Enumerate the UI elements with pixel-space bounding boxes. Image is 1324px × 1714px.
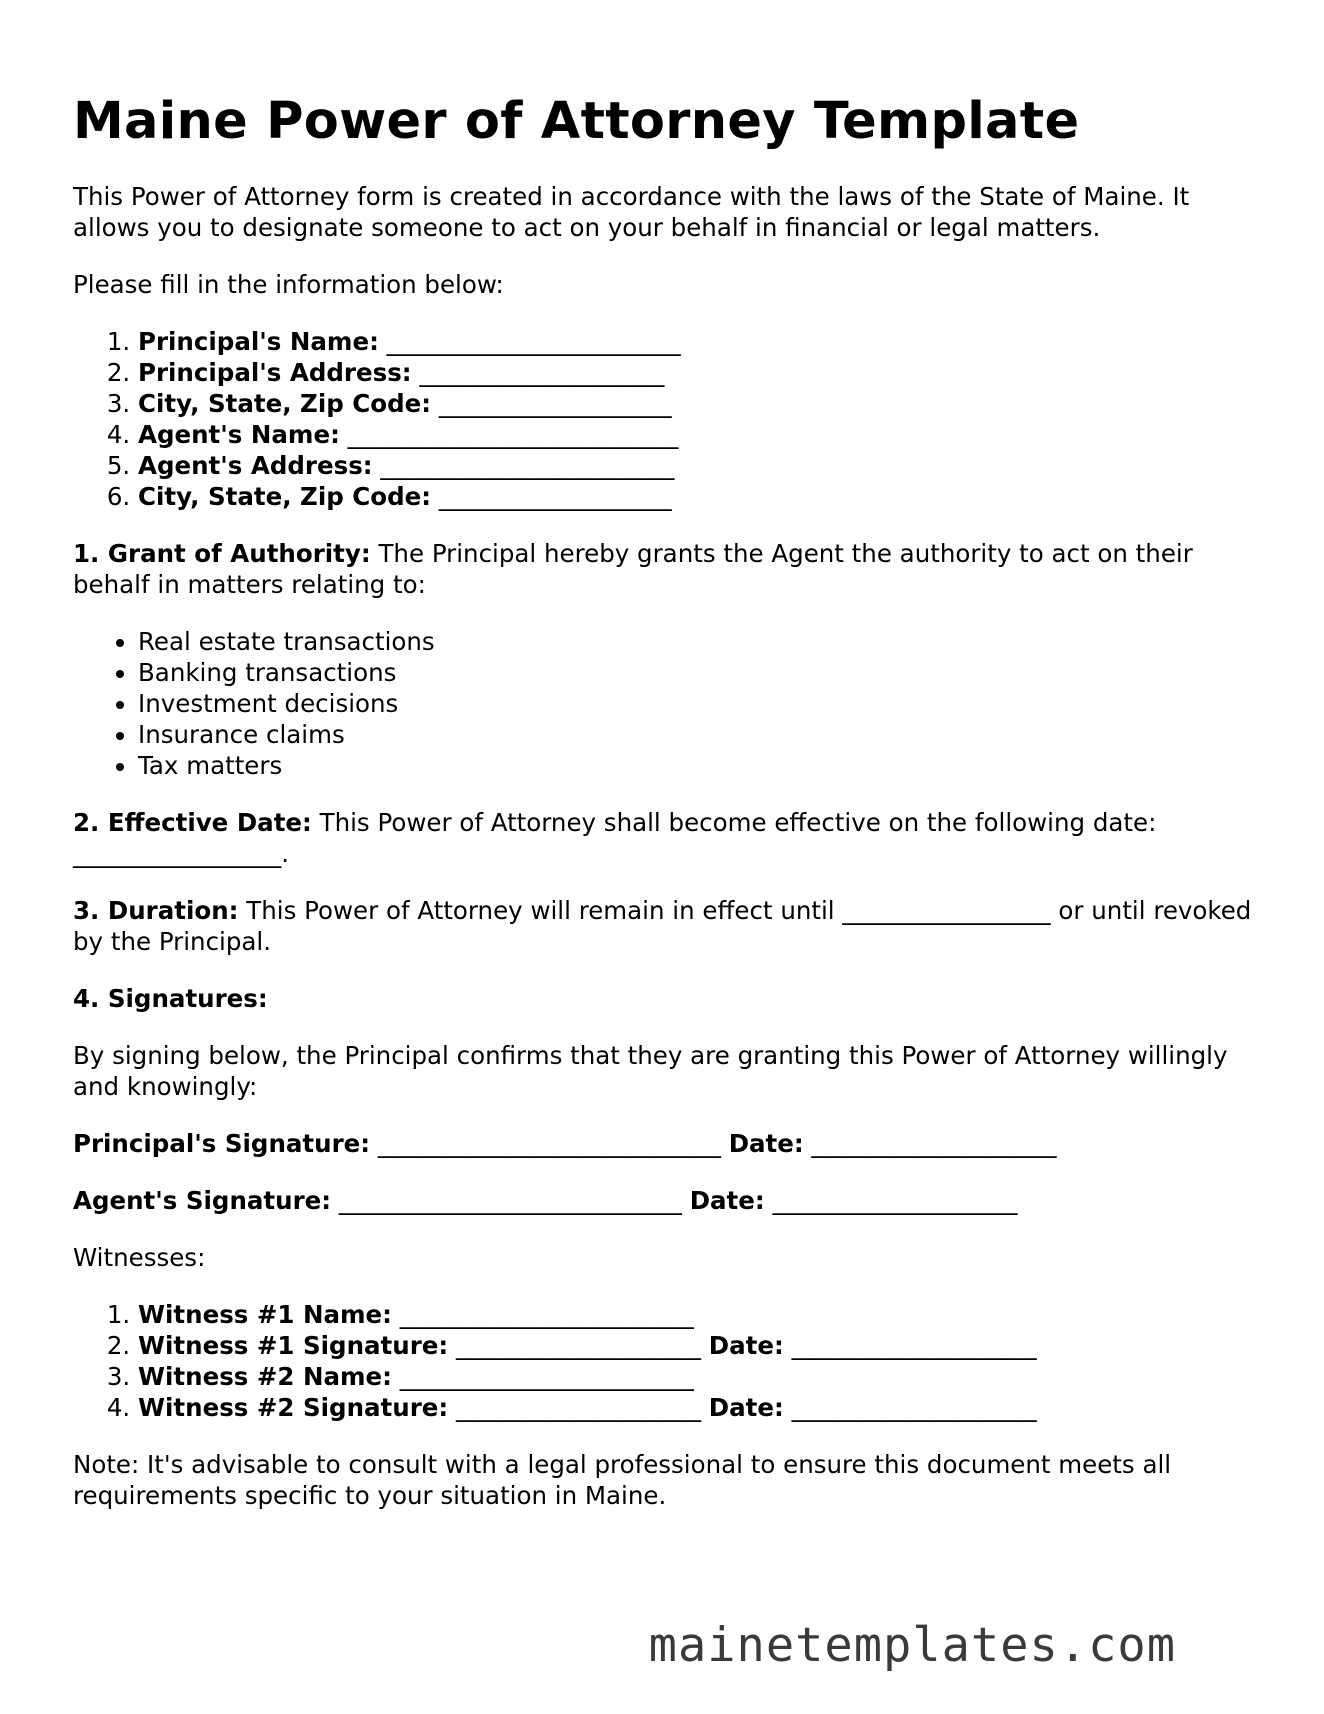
section-heading: 2. Effective Date: [73,808,312,837]
agent-signature-line [73,1185,1253,1216]
witnesses-list [73,1299,1253,1423]
signatures-statement: By signing below, the Principal confirms that they are granting this Power of Attorney willingly and knowingly: [73,1041,1228,1101]
field-blank: ___________________ [438,389,672,418]
field-label: City, State, Zip Code: [138,482,432,511]
date-label: Date: [689,1186,765,1215]
list-item: • Insurance claims [138,719,1253,750]
field-agent-address [138,450,1253,481]
date-blank: ____________________ [772,1186,1018,1215]
field-label: Principal's Address: [138,358,412,387]
field-blank: ____________________ [419,358,665,387]
witness-2-name [138,1361,1253,1392]
date-blank: ____________________ [791,1331,1037,1360]
field-agent-city-state-zip [138,481,1253,512]
fill-prompt: Please fill in the information below: [73,270,504,299]
field-blank: ________________________ [380,451,675,480]
document-content [73,92,1253,1537]
section-text: This Power of Attorney shall become effective on the following date: _________________. [73,808,1157,868]
section-heading: 1. Grant of Authority: [73,539,371,568]
field-label: Witness #1 Name: [138,1300,392,1329]
witness-2-signature [138,1392,1253,1423]
field-agent-name [138,419,1253,450]
field-blank: ________________________ [399,1362,694,1391]
signatures-heading-line [73,983,1253,1014]
date-label: Date: [728,1129,804,1158]
footer-watermark[interactable]: mainetemplates.com [648,1618,1176,1673]
grant-of-authority [73,538,1253,600]
witnesses-label: Witnesses: [73,1243,206,1272]
field-principal-city-state-zip [138,388,1253,419]
section-text: This Power of Attorney will remain in effect until _________________ or until revoked by the Principal. [73,896,1252,956]
field-label: Witness #2 Signature: [138,1393,449,1422]
field-blank: ________________________ [386,327,681,356]
signature-label: Principal's Signature: [73,1129,371,1158]
authority-list [73,626,1253,781]
signature-label: Agent's Signature: [73,1186,332,1215]
field-label: Principal's Name: [138,327,379,356]
info-fields-list [73,326,1253,512]
list-item: • Tax matters [138,750,1253,781]
witness-1-name [138,1299,1253,1330]
field-label: City, State, Zip Code: [138,389,432,418]
intro-paragraph: This Power of Attorney form is created in accordance with the laws of the State of Maine. It allows you to designate someone to act on your behalf in financial or legal matters. [73,182,1190,242]
field-label: Witness #1 Signature: [138,1331,449,1360]
field-label: Agent's Address: [138,451,373,480]
legal-note: Note: It's advisable to consult with a legal professional to ensure this document meets all requirements specific to your situation in Maine. [73,1450,1172,1510]
field-blank: ________________________ [399,1300,694,1329]
field-blank: ____________________ [456,1393,701,1422]
duration-section [73,895,1253,957]
principal-signature-line [73,1128,1253,1159]
section-heading: 3. Duration: [73,896,239,925]
section-text: The Principal hereby grants the Agent the authority to act on their behalf in matters relating to: [73,539,1193,599]
list-item: • Investment decisions [138,688,1253,719]
date-label: Date: [708,1393,784,1422]
field-label: Agent's Name: [138,420,340,449]
field-blank: ___________________________ [347,420,679,449]
signature-blank: ____________________________ [338,1186,682,1215]
witness-1-signature [138,1330,1253,1361]
document-title: Maine Power of Attorney Template [73,92,1080,151]
field-blank: ____________________ [456,1331,701,1360]
date-label: Date: [708,1331,784,1360]
field-principal-address [138,357,1253,388]
date-blank: ____________________ [811,1129,1057,1158]
date-blank: ____________________ [791,1393,1037,1422]
effective-date-section [73,807,1253,869]
list-item: • Banking transactions [138,657,1253,688]
section-heading: 4. Signatures: [73,984,268,1013]
field-label: Witness #2 Name: [138,1362,392,1391]
field-principal-name [138,326,1253,357]
signature-blank: ____________________________ [377,1129,721,1158]
list-item: • Real estate transactions [138,626,1253,657]
field-blank: ___________________ [438,482,672,511]
